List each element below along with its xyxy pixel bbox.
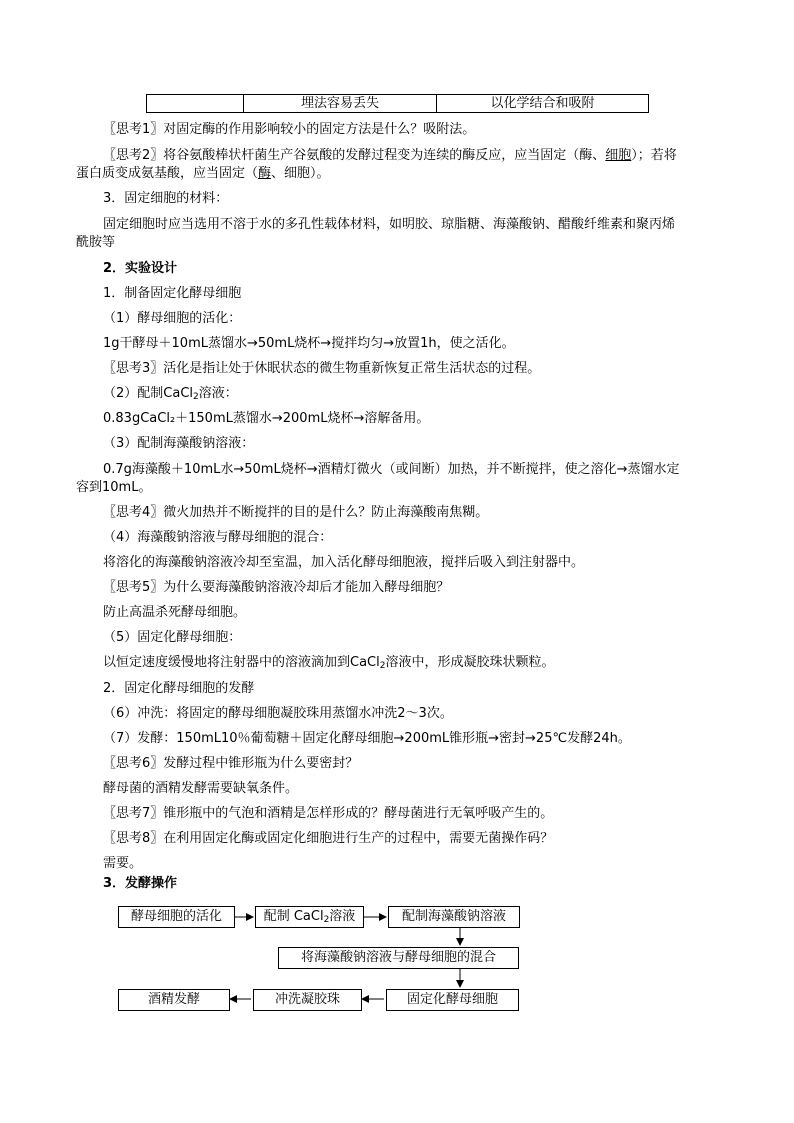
step-5-heading: （5）固定化酵母细胞：	[103, 630, 242, 645]
part-1-heading: 1．制备固定化酵母细胞	[103, 286, 242, 301]
think-3: 〖思考3〗活化是指让处于休眠状态的微生物重新恢复正常生活状态的过程。	[103, 361, 541, 376]
section-3-body-cont: 酰胺等	[76, 235, 116, 250]
think-8-answer: 需要。	[103, 856, 143, 871]
text: 溶液：	[198, 386, 238, 401]
think-8: 〖思考8〗在利用固定化酶或固定化细胞进行生产的过程中，需要无菌操作码？	[103, 831, 554, 846]
step-1-body: 1g干酵母＋10mL蒸馏水→50mL烧杯→搅拌均匀→放置1h，使之活化。	[103, 336, 515, 351]
think-4: 〖思考4〗微火加热并不断搅拌的目的是什么？防止海藻酸南焦糊。	[103, 505, 489, 520]
text: ）；若将	[631, 148, 677, 163]
think-6-answer: 酵母菌的酒精发酵需要缺氧条件。	[103, 781, 299, 796]
think-5-answer: 防止高温杀死酵母细胞。	[103, 605, 247, 620]
step-1-heading: （1）酵母细胞的活化：	[103, 311, 242, 326]
flow-box-fermentation: 酒精发酵	[118, 989, 230, 1011]
step-6: （6）冲洗：将固定的酵母细胞凝胶珠用蒸馏水冲洗2～3次。	[103, 706, 453, 721]
think-1: 〖思考1〗对固定酶的作用影响较小的固定方法是什么？吸附法。	[103, 122, 476, 137]
text: 、细胞）。	[271, 166, 330, 181]
subscript: 2	[193, 392, 199, 402]
section-heading-operation: 3．发酵操作	[103, 876, 178, 891]
section-3-body: 固定细胞时应当选用不溶于水的多孔性载体材料，如明胶、琼脂糖、海藻酸钠、醋酸纤维素和聚丙烯	[103, 217, 676, 232]
subscript: 2	[323, 915, 330, 925]
text: 配制 CaCl	[263, 909, 324, 924]
think-6: 〖思考6〗发酵过程中锥形瓶为什么要密封？	[103, 756, 359, 771]
table-cell: 埋法容易丢失	[244, 95, 437, 113]
text: 〖思考2〗将谷氨酸棒状杆菌生产谷氨酸的发酵过程变为连续的酶反应，应当固定（酶、	[103, 148, 606, 163]
think-5: 〖思考5〗为什么要海藻酸钠溶液冷却后才能加入酵母细胞？	[103, 580, 450, 595]
step-7: （7）发酵：150mL10％葡萄糖＋固定化酵母细胞→200mL锥形瓶→密封→25℃发酵24h。	[103, 731, 631, 746]
flow-box-activation: 酵母细胞的活化	[118, 906, 235, 928]
part-2-heading: 2．固定化酵母细胞的发酵	[103, 681, 255, 696]
think-7: 〖思考7〗锥形瓶中的气泡和酒精是怎样形成的？酵母菌进行无氧呼吸产生的。	[103, 806, 554, 821]
underlined-answer: 酶	[258, 166, 272, 181]
text: 蛋白质变成氨基酸，应当固定（	[76, 166, 259, 181]
table-cell: 以化学结合和吸附	[437, 95, 649, 113]
step-2-body: 0.83gCaCl₂＋150mL蒸馏水→200mL烧杯→溶解备用。	[103, 411, 430, 426]
step-4-body: 将溶化的海藻酸钠溶液冷却至室温，加入活化酵母细胞液，搅拌后吸入到注射器中。	[103, 555, 585, 570]
flow-box-rinse: 冲洗凝胶珠	[253, 989, 362, 1011]
step-4-heading: （4）海藻酸钠溶液与酵母细胞的混合：	[103, 530, 333, 545]
text: 溶液中，形成凝胶珠状颗粒。	[385, 655, 555, 670]
section-3-heading: 3．固定细胞的材料：	[103, 191, 229, 206]
step-3-body-cont: 容到10mL。	[76, 480, 152, 495]
flow-box-alginate: 配制海藻酸钠溶液	[388, 906, 520, 928]
step-3-body: 0.7g海藻酸＋10mL水→50mL烧杯→酒精灯微火（或间断）加热，并不断搅拌，使之溶化→蒸馏水定	[103, 462, 680, 477]
flow-box-mixing: 将海藻酸钠溶液与酵母细胞的混合	[278, 947, 519, 969]
text: 溶液	[329, 909, 356, 924]
step-3-heading: （3）配制海藻酸钠溶液：	[103, 436, 255, 451]
section-heading-design: 2．实验设计	[103, 261, 178, 276]
subscript: 2	[379, 661, 386, 671]
text: （2）配制CaCl	[103, 386, 194, 401]
text: 以恒定速度缓慢地将注射器中的溶液滴加到CaCl	[103, 655, 380, 670]
flow-box-immobilize: 固定化酵母细胞	[386, 989, 519, 1011]
underlined-answer: 细胞	[605, 148, 632, 163]
